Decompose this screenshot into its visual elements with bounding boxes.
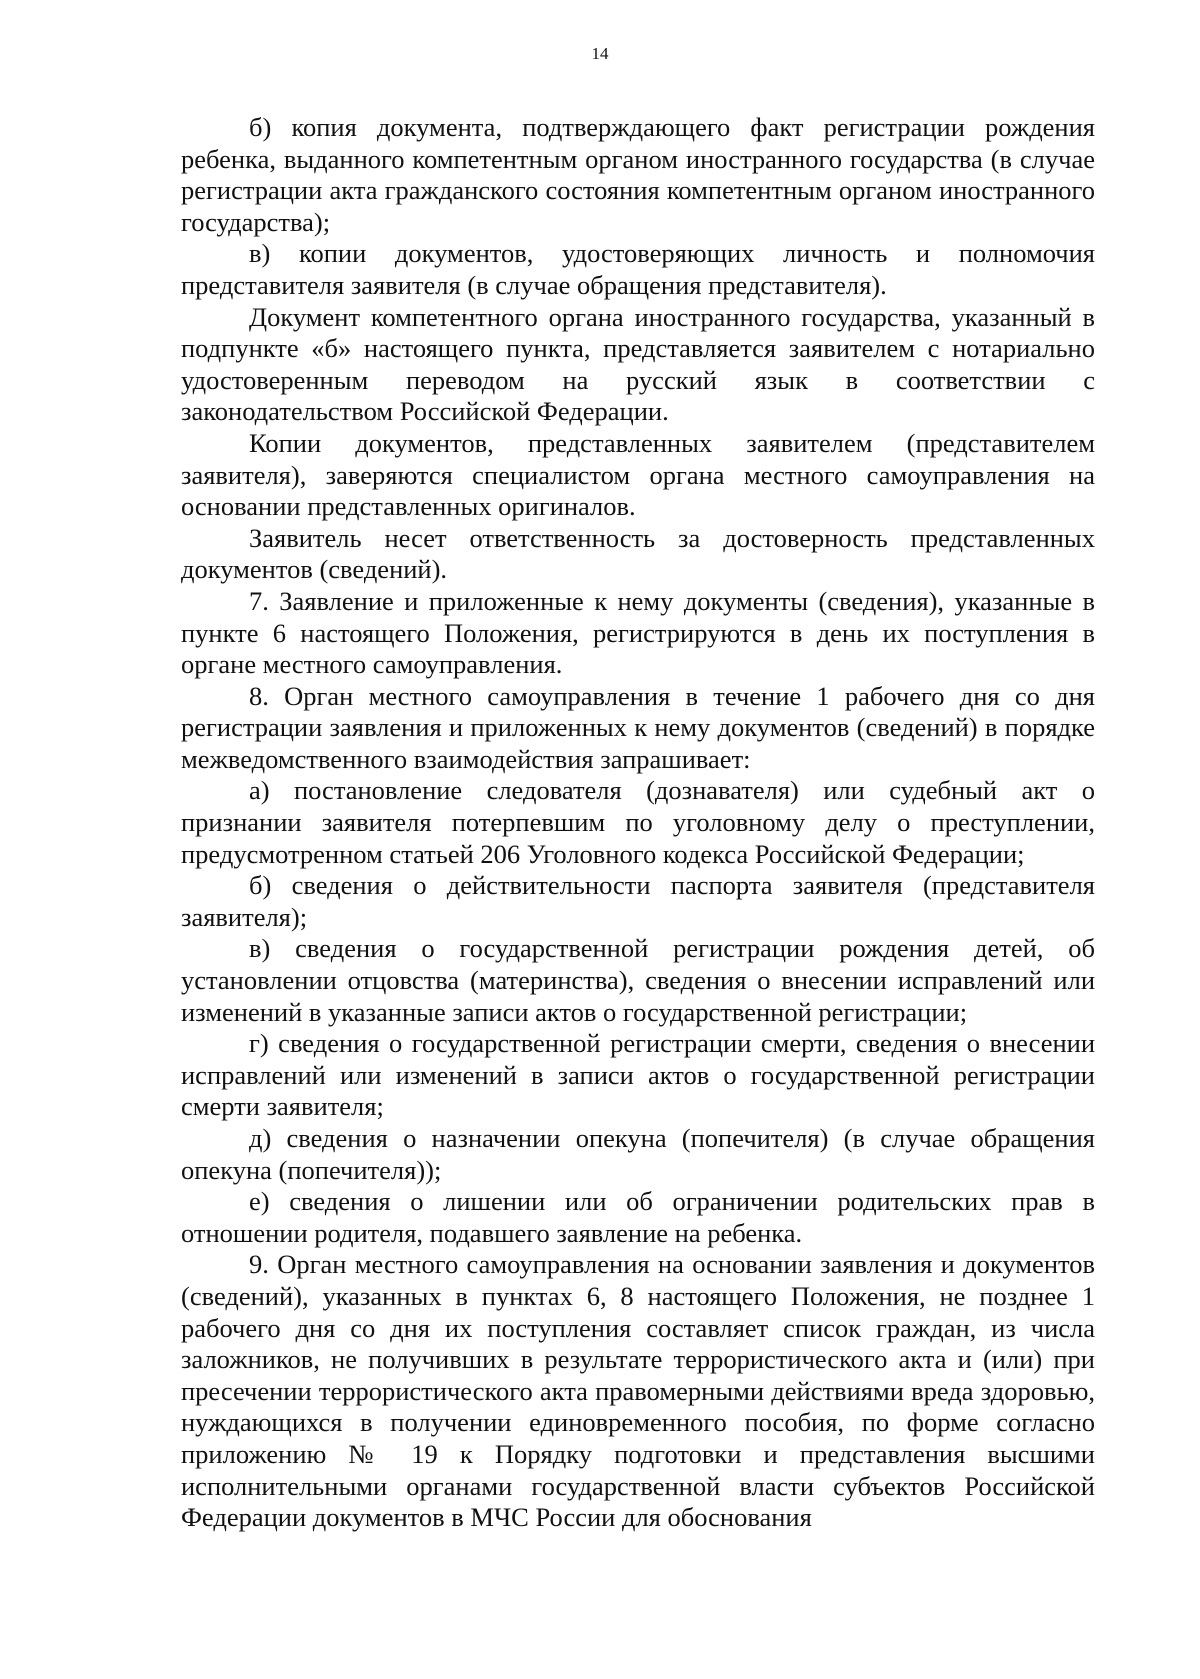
page-number: 14 (591, 44, 609, 63)
paragraph-7-registration: 7. Заявление и приложенные к нему документы (сведения), указанные в пункте 6 настоящего Положения, регистрируются в день их поступления в органе местного самоуправления. (181, 585, 1095, 680)
paragraph-foreign-document-translation: Документ компетентного органа иностранного государства, указанный в подпункте «б» настоящего пункта, представляется заявителем с нотариально удостоверенным переводом на русский язык в соответствии с законодательством Российской Федерации. (181, 301, 1095, 427)
paragraph-e-parental-rights: е) сведения о лишении или об ограничении родительских прав в отношении родителя, подавшего заявление на ребенка. (181, 1186, 1095, 1248)
paragraph-b-birth-document-copy: б) копия документа, подтверждающего факт регистрации рождения ребенка, выданного компетентным органом иностранного государства (в случае регистрации акта гражданского состояния компетентным органом иностранного государства); (181, 112, 1095, 237)
paragraph-copies-certification: Копии документов, представленных заявителем (представителем заявителя), заверяются специалистом органа местного самоуправления на основании представленных оригиналов. (181, 427, 1095, 522)
paragraph-applicant-responsibility: Заявитель несет ответственность за достоверность представленных документов (сведений). (181, 522, 1095, 585)
paragraph-v-birth-registration: в) сведения о государственной регистрации рождения детей, об установлении отцовства (материнства), сведения о внесении исправлений или изменений в указанные записи актов о государственной регистрации; (181, 933, 1095, 1027)
paragraph-8-interagency-request: 8. Орган местного самоуправления в течение 1 рабочего дня со дня регистрации заявления и приложенных к нему документов (сведений) в порядке межведомственного взаимодействия запрашивает: (181, 680, 1095, 774)
paragraph-9-citizens-list: 9. Орган местного самоуправления на основании заявления и документов (сведений), указанных в пунктах 6, 8 настоящего Положения, не позднее 1 рабочего дня со дня их поступления составляет список граждан, из числа заложников, не получивших в результате террористического акта и (или) при пресечении террористического акта правомерными действиями вреда здоровью, нуждающихся в получении единовременного пособия, по форме согласно приложению № 19 к Порядку подготовки и представления высшими исполнительными органами государственной власти субъектов Российской Федерации документов в МЧС России для обоснования (181, 1249, 1095, 1533)
paragraph-v-representative-documents: в) копии документов, удостоверяющих личность и полномочия представителя заявителя (в случае обращения представителя). (181, 238, 1095, 300)
paragraph-g-death-registration: г) сведения о государственной регистрации смерти, сведения о внесении исправлений или изменений в записи актов о государственной регистрации смерти заявителя; (181, 1028, 1095, 1122)
document-body (181, 112, 1095, 1534)
paragraph-b-passport-validity: б) сведения о действительности паспорта заявителя (представителя заявителя); (181, 870, 1095, 932)
paragraph-d-guardian-appointment: д) сведения о назначении опекуна (попечителя) (в случае обращения опекуна (попечителя)); (181, 1123, 1095, 1185)
paragraph-a-investigator-ruling: а) постановление следователя (дознавателя) или судебный акт о признании заявителя потерпевшим по уголовному делу о преступлении, предусмотренном статьей 206 Уголовного кодекса Российской Федерации; (181, 775, 1095, 869)
